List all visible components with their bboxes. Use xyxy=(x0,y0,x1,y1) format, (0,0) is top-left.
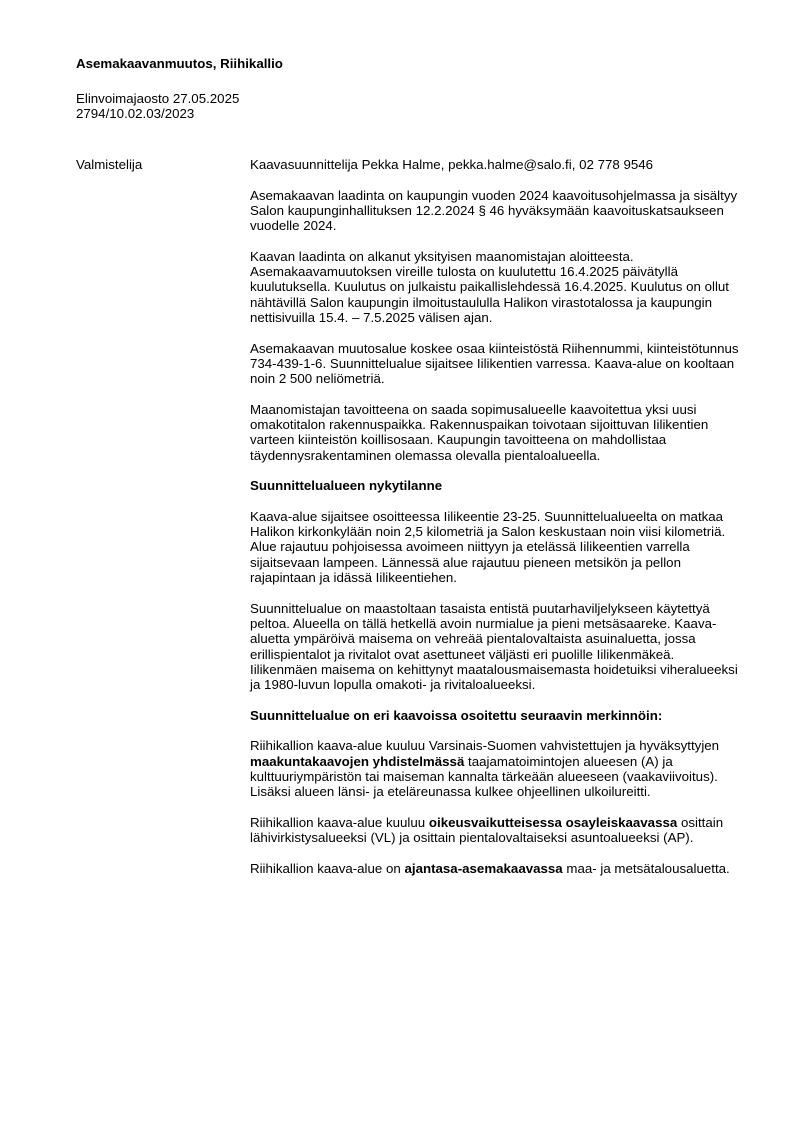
emphasis-detailed-plan: ajantasa-asemakaavassa xyxy=(404,860,563,876)
paragraph-master-plan xyxy=(250,815,744,846)
paragraph-location: Kaava-alue sijaitsee osoitteessa Iilikeentie 23-25. Suunnittelualueelta on matkaa Halikon kirkonkylään noin 2,5 kilometriä ja Salon keskustaan noin viisi kilometriä. Alue rajautuu pohjoisessa avoimeen niittyyn ja etelässä Iilikeentien varrella sijaitsevaan lampeen. Lännessä alue rajautuu pieneen metsikön ja pellon rajapintaan ja idässä Iilikeentiehen. xyxy=(250,508,726,586)
preparer-contact: Kaavasuunnittelija Pekka Halme, pekka.halme@salo.fi, 02 778 9546 xyxy=(250,157,654,172)
paragraph-planning-program: Asemakaavan laadinta on kaupungin vuoden 2024 kaavoitusohjelmassa ja sisältyy Salon kaupunginhallituksen 12.2.2024 § 46 hyväksymään kaavoituskatsaukseen vuodelle 2024. xyxy=(250,187,738,234)
text-segment: Riihikallion kaava-alue kuuluu Varsinais-Suomen vahvistettujen ja hyväksyttyjen xyxy=(250,738,720,754)
meeting-line: Elinvoimajaosto 27.05.2025 xyxy=(76,91,240,106)
section-heading-plans: Suunnittelualue on eri kaavoissa osoitettu seuraavin merkinnöin: xyxy=(250,707,663,723)
section-heading-current-state: Suunnittelualueen nykytilanne xyxy=(250,478,443,494)
paragraph-landscape: Suunnittelualue on maastoltaan tasaista entistä puutarhaviljelykseen käytettyä peltoa. Alueella on tällä hetkellä avoin nurmialue ja pieni metsäsaareke. Kaava-aluetta ympäröivä maisema on vehreää pientalovaltaista asuinaluetta, jossa erillispientalot ja rivitalot ovat asettuneet väljästi eri puolille Iilikenmäkeä. Iilikenmäen maisema on kehittynyt maatalousmaisemasta hoidetuiksi viheralueeksi ja 1980-luvun lopulla omakoti- ja rivitaloalueeksi. xyxy=(250,600,738,693)
paragraph-goals: Maanomistajan tavoitteena on saada sopimusalueelle kaavoitettua yksi uusi omakotitalon rakennuspaikka. Rakennuspaikan toivotaan sijoittuvan Iilikentien varteen kiinteistön koillisosaan. Kaupungin tavoitteena on mahdollistaa täydennysrakentaminen olemassa olevalla pientaloalueella. xyxy=(250,401,709,463)
paragraph-initiative: Kaavan laadinta on alkanut yksityisen maanomistajan aloitteesta. Asemakaavamuutoksen vireille tulosta on kuulutettu 16.4.2025 päivätyllä kuulutuksella. Kuulutus on julkaistu paikallislehdessä 16.4.2025. Kuulutus on ollut nähtävillä Salon kaupungin ilmoitustaululla Halikon virastotalossa ja kaupungin nettisivuilla 15.4. – 7.5.2025 välisen ajan. xyxy=(250,248,729,325)
text-segment: taajamatoimintojen alueesen (A) ja kulttuuriympäristön tai maiseman kannalta tärkeään alueeseen (vaakaviivoitus). Lisäksi alueen länsi- ja eteläreunassa kulkee ohjeellinen ulkoilureitti. xyxy=(250,753,718,800)
document-body xyxy=(250,157,744,891)
record-id: 2794/10.02.03/2023 xyxy=(76,106,195,122)
text-segment: Riihikallion kaava-alue kuuluu xyxy=(250,814,429,830)
text-segment: osittain lähivirkistysalueeksi (VL) ja osittain pientalovaltaiseksi asuntoalueeksi (AP). xyxy=(250,814,724,846)
text-segment: maa- ja metsätalousaluetta. xyxy=(562,860,730,876)
text-segment: Riihikallion kaava-alue on xyxy=(250,860,405,876)
document-meta xyxy=(76,91,239,122)
paragraph-regional-plan xyxy=(250,738,744,799)
emphasis-regional-plan: maakuntakaavojen yhdistelmässä xyxy=(250,753,465,769)
paragraph-detailed-plan xyxy=(250,861,744,876)
preparer-label: Valmistelija xyxy=(76,157,143,172)
paragraph-area: Asemakaavan muutosalue koskee osaa kiinteistöstä Riihennummi, kiinteistötunnus 734-439-1-6. Suunnittelualue sijaitsee Iilikentien varressa. Kaava-alue on kooltaan noin 2 500 neliömetriä. xyxy=(250,340,739,387)
emphasis-master-plan: oikeusvaikutteisessa osayleiskaavassa xyxy=(428,814,678,830)
document-title: Asemakaavanmuutos, Riihikallio xyxy=(76,56,283,71)
